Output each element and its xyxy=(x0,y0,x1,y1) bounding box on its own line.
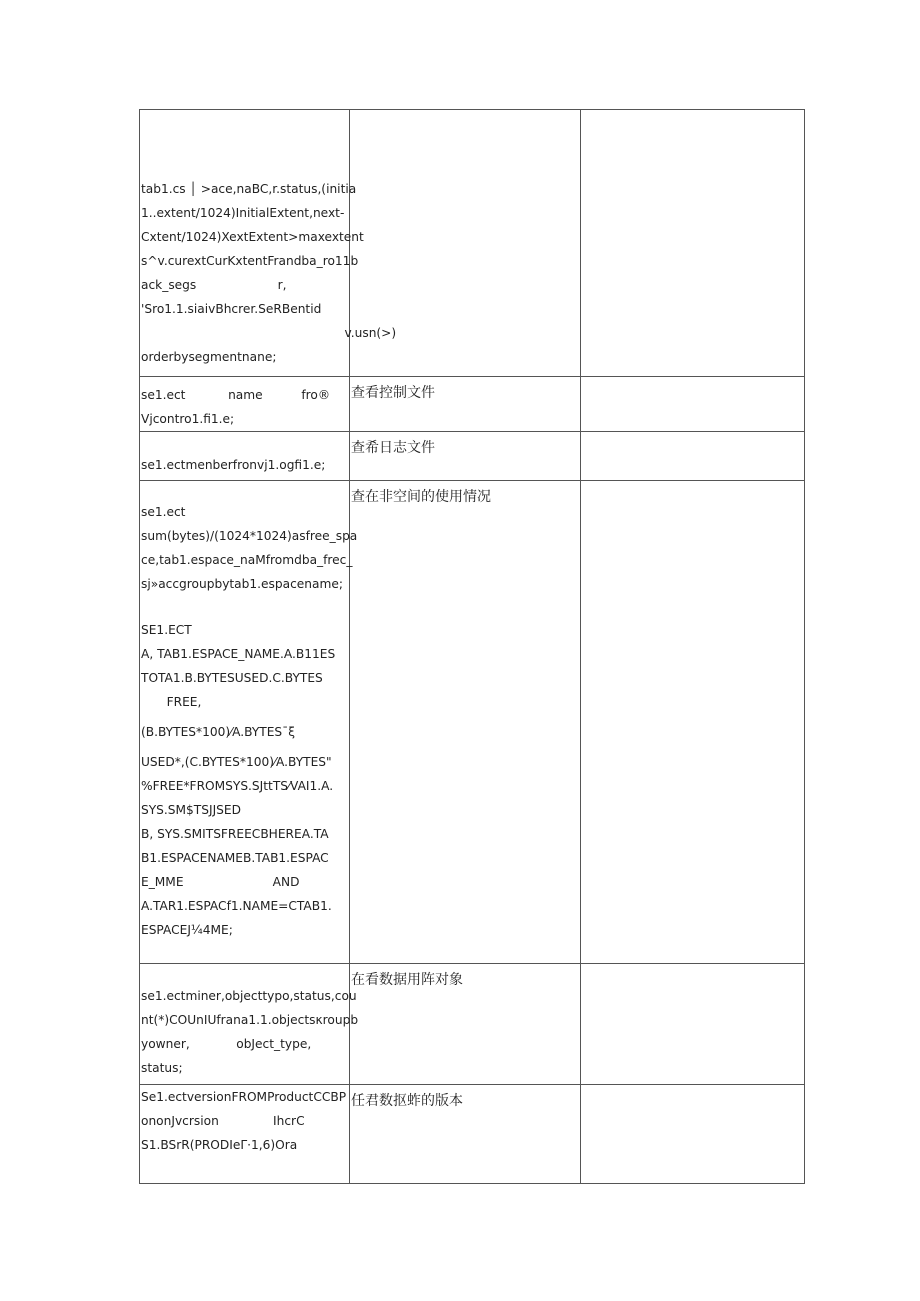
sql-line: SE1.ECT xyxy=(141,623,192,637)
sql-cell xyxy=(140,481,358,964)
sql-line: se1.ectmenberfronvj1.ogfi1.e; xyxy=(141,458,326,472)
sql-line: Vjcontro1.fi1.e; xyxy=(141,412,235,426)
sql-line: E_MME AND xyxy=(141,875,300,889)
sql-line: sj»accgroupbytab1.espacename; xyxy=(141,577,343,591)
document-table xyxy=(139,109,805,1184)
sql-line: status; xyxy=(141,1061,183,1075)
description-text: 查在非空间的使用情况 xyxy=(351,489,491,505)
table-row xyxy=(140,964,805,1085)
note-cell xyxy=(581,432,805,481)
sql-line: A, TAB1.ESPACE_NAME.A.B11ES xyxy=(141,647,336,661)
sql-line: ce,tab1.espace_naMfromdba_frec_ xyxy=(141,553,353,567)
sql-line: nt(*)COUnIUfrana1.1.objectsκroupb xyxy=(141,1013,359,1027)
sql-line xyxy=(141,596,348,618)
description-text xyxy=(350,110,580,116)
sql-cell xyxy=(140,110,397,377)
description-cell xyxy=(350,1085,581,1184)
note-text xyxy=(581,1085,804,1091)
sql-line: B, SYS.SMITSFREECBHEREA.TA xyxy=(141,827,329,841)
sql-line xyxy=(141,273,348,297)
description-cell xyxy=(350,432,581,481)
note-cell xyxy=(581,481,805,964)
note-text xyxy=(581,432,804,438)
sql-line: yowner, obJect_type, xyxy=(141,1037,312,1051)
sql-line: (B.BYTES*100)⁄A.BYTES¯ξ xyxy=(141,725,296,739)
sql-line: se1.ect name fro® xyxy=(141,388,331,402)
description-cell xyxy=(350,964,581,1085)
sql-line: se1.ectminer,objecttypo,status,cou xyxy=(141,989,357,1003)
description-text: 查看控制文件 xyxy=(351,385,435,401)
table-row xyxy=(140,1085,805,1184)
sql-line: tab1.cs │ >ace,naBC,r.status,(initia xyxy=(141,182,357,196)
table-row xyxy=(140,377,805,432)
table-row xyxy=(140,110,805,377)
note-cell xyxy=(581,1085,805,1184)
description-text: 查希日志文件 xyxy=(351,440,435,456)
sql-line: ononJvcrsion IhcrC xyxy=(141,1114,305,1128)
note-cell xyxy=(581,110,805,377)
description-cell xyxy=(350,481,581,964)
note-text xyxy=(581,110,804,116)
sql-line-text: ack_segs r, xyxy=(141,278,287,292)
sql-line: FREE, xyxy=(155,695,202,709)
description-text: 在看数据用阵对象 xyxy=(351,972,463,988)
sql-line: Se1.ectversionFROMProductCCBP xyxy=(141,1090,347,1104)
sql-line: sum(bytes)/(1024*1024)asfree_spa xyxy=(141,529,358,543)
sql-cell xyxy=(140,432,350,481)
sql-line: B1.ESPACENAMEB.TAB1.ESPAC xyxy=(141,851,329,865)
sql-line: TOTA1.B.BYTESUSED.C.BYTES xyxy=(141,671,323,685)
note-text xyxy=(581,964,804,970)
note-text xyxy=(581,481,804,487)
description-text: 任君数抠蚱的版本 xyxy=(351,1093,463,1109)
sql-line: USED*,(C.BYTES*100)⁄A.BYTES" xyxy=(141,755,332,769)
note-cell xyxy=(581,964,805,1085)
sql-cell xyxy=(140,377,350,432)
sql-line: 'Sro1.1.siaivBhcrer.SeRBentid xyxy=(141,302,322,316)
sql-line: orderbysegmentnane; xyxy=(141,350,277,364)
sql-line: v.usn(>) xyxy=(267,326,397,340)
table-row xyxy=(140,481,805,964)
sql-line: s^v.curextCurKxtentFrandba_ro11b xyxy=(141,254,359,268)
table-row xyxy=(140,432,805,481)
sql-cell xyxy=(140,1085,350,1184)
sql-line: A.TAR1.ESPACf1.NAME=CTAB1. xyxy=(141,899,332,913)
sql-line: ESPACEJ¼4ME; xyxy=(141,923,233,937)
sql-line: Cxtent/1024)XextExtent>maxextent xyxy=(141,230,364,244)
sql-line: se1.ect xyxy=(141,505,186,519)
sql-line: 1..extent/1024)InitialExtent,next- xyxy=(141,206,345,220)
note-cell xyxy=(581,377,805,432)
note-text xyxy=(581,377,804,383)
sql-line: S1.BSrR(PRODIeΓ·1,6)Ora xyxy=(141,1138,298,1152)
sql-line: SYS.SM$TSJJSED xyxy=(141,803,241,817)
description-cell xyxy=(350,377,581,432)
sql-cell xyxy=(140,964,359,1085)
sql-line: %FREE*FROMSYS.SJttTS⁄VAI1.A. xyxy=(141,779,334,793)
